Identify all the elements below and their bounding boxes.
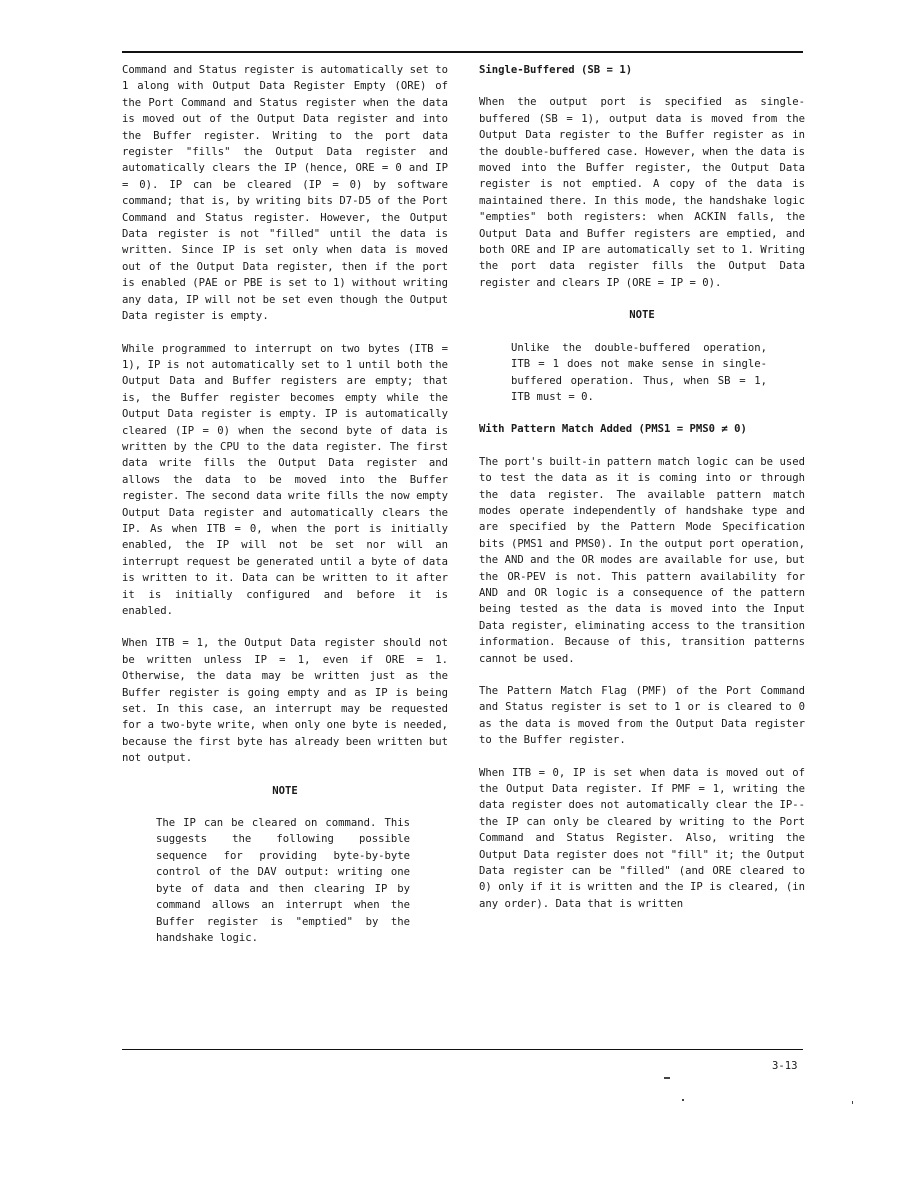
right-note-body: Unlike the double-buffered operation, ITB = 1 does not make sense in single-buffered operation. Thus, when SB = 1, ITB must = 0.	[511, 341, 767, 403]
right-paragraph-3: The Pattern Match Flag (PMF) of the Port Command and Status register is set to 1 or is cleared to 0 as the data is moved from the Output Data register to the Buffer register.	[479, 685, 805, 747]
bottom-rule	[122, 1049, 803, 1050]
left-paragraph-1: Command and Status register is automatically set to 1 along with Output Data Register Empty (ORE) of the Port Command and Status register when the data is moved out of the Output Data register and into the Buffer register. Writing to the port data register "fills" the Output Data register and automatically clears the IP (hence, ORE = 0 and IP = 0). IP can be cleared (IP = 0) by software command; that is, by writing bits D7-D5 of the Port Command and Status register. However, the Output Data register is not "filled" until the data is written. Since IP is set only when data is moved out of the Output Data register, then if the port is enabled (PAE or PBE is set to 1) without writing any data, IP will not be set even though the Output Data register is empty.	[122, 64, 448, 323]
right-paragraph-1: When the output port is specified as single-buffered (SB = 1), output data is moved from the Output Data register to the Buffer register as in the double-buffered case. However, when the data is moved into the Buffer register, the Output Data register is not emptied. A copy of the data is maintained there. In this mode, the handshake logic "empties" both registers: when ACKIN falls, the Output Data and Buffer registers are emptied, and both ORE and IP are automatically set to 1. Writing the port data register fills the Output Data register and clears IP (ORE = IP = 0).	[479, 96, 805, 289]
left-note-body: The IP can be cleared on command. This suggests the following possible sequence for providing byte-by-byte control of the DAV output: writing one byte of data and then clearing IP by command allows an interrupt when the Buffer register is "emptied" by the handshake logic.	[156, 817, 410, 944]
scan-speck	[682, 1099, 684, 1101]
section-heading-pattern-match: With Pattern Match Added (PMS1 = PMS0 ≠ 0)	[479, 423, 747, 436]
right-paragraph-4: When ITB = 0, IP is set when data is moved out of the Output Data register. If PMF = 1, writing the data register does not automatically clear the IP--the IP can only be cleared by writing to the Port Command and Status Register. Also, writing the Output Data register does not "fill" it; the Output Data register can be "filled" (and ORE cleared to 0) only if it is written and the IP is cleared, (in any order). Data that is written	[479, 766, 805, 910]
left-paragraph-3: When ITB = 1, the Output Data register should not be written unless IP = 1, even if ORE = 1. Otherwise, the data may be written just as the Buffer register is going empty and as IP is being set. In this case, an interrupt may be requested for a two-byte write, when only one byte is needed, because the first byte has already been written but not output.	[122, 637, 448, 765]
left-column	[122, 62, 448, 962]
left-paragraph-2: While programmed to interrupt on two bytes (ITB = 1), IP is not automatically set to 1 until both the Output Data and Buffer registers are empty; that is, the Buffer register becomes empty while the Output Data register is empty. IP is automatically cleared (IP = 0) when the second byte of data is written by the CPU to the data register. The first data write fills the Output Data register and allows the data to be moved into the Buffer register. The second data write fills the now empty Output Data register and automatically clears the IP. As when ITB = 0, when the port is initially enabled, the IP will not be set nor will an interrupt request be generated until a byte of data is written to it. Data can be written to it after it is initially configured and before it is enabled.	[122, 342, 448, 617]
right-paragraph-2: The port's built-in pattern match logic can be used to test the data as it is coming into or through the data register. The available pattern match modes operate independently of handshake type and are specified by the Pattern Mode Specification bits (PMS1 and PMS0). In the output port operation, the AND and the OR modes are available for use, but the OR-PEV is not. This pattern availability for AND and OR logic is a consequence of the pattern being tested as the data is moved into the Input Data register, eliminating access to the transition information. Because of this, transition patterns cannot be used.	[479, 455, 805, 665]
page-number: 3-13	[772, 1060, 798, 1072]
left-note-title: NOTE	[272, 784, 298, 797]
right-column	[479, 62, 805, 928]
top-rule	[122, 51, 803, 53]
right-note-title: NOTE	[629, 309, 655, 322]
scan-speck	[852, 1101, 853, 1104]
scan-speck	[664, 1077, 670, 1079]
section-heading-single-buffered: Single-Buffered (SB = 1)	[479, 64, 633, 76]
